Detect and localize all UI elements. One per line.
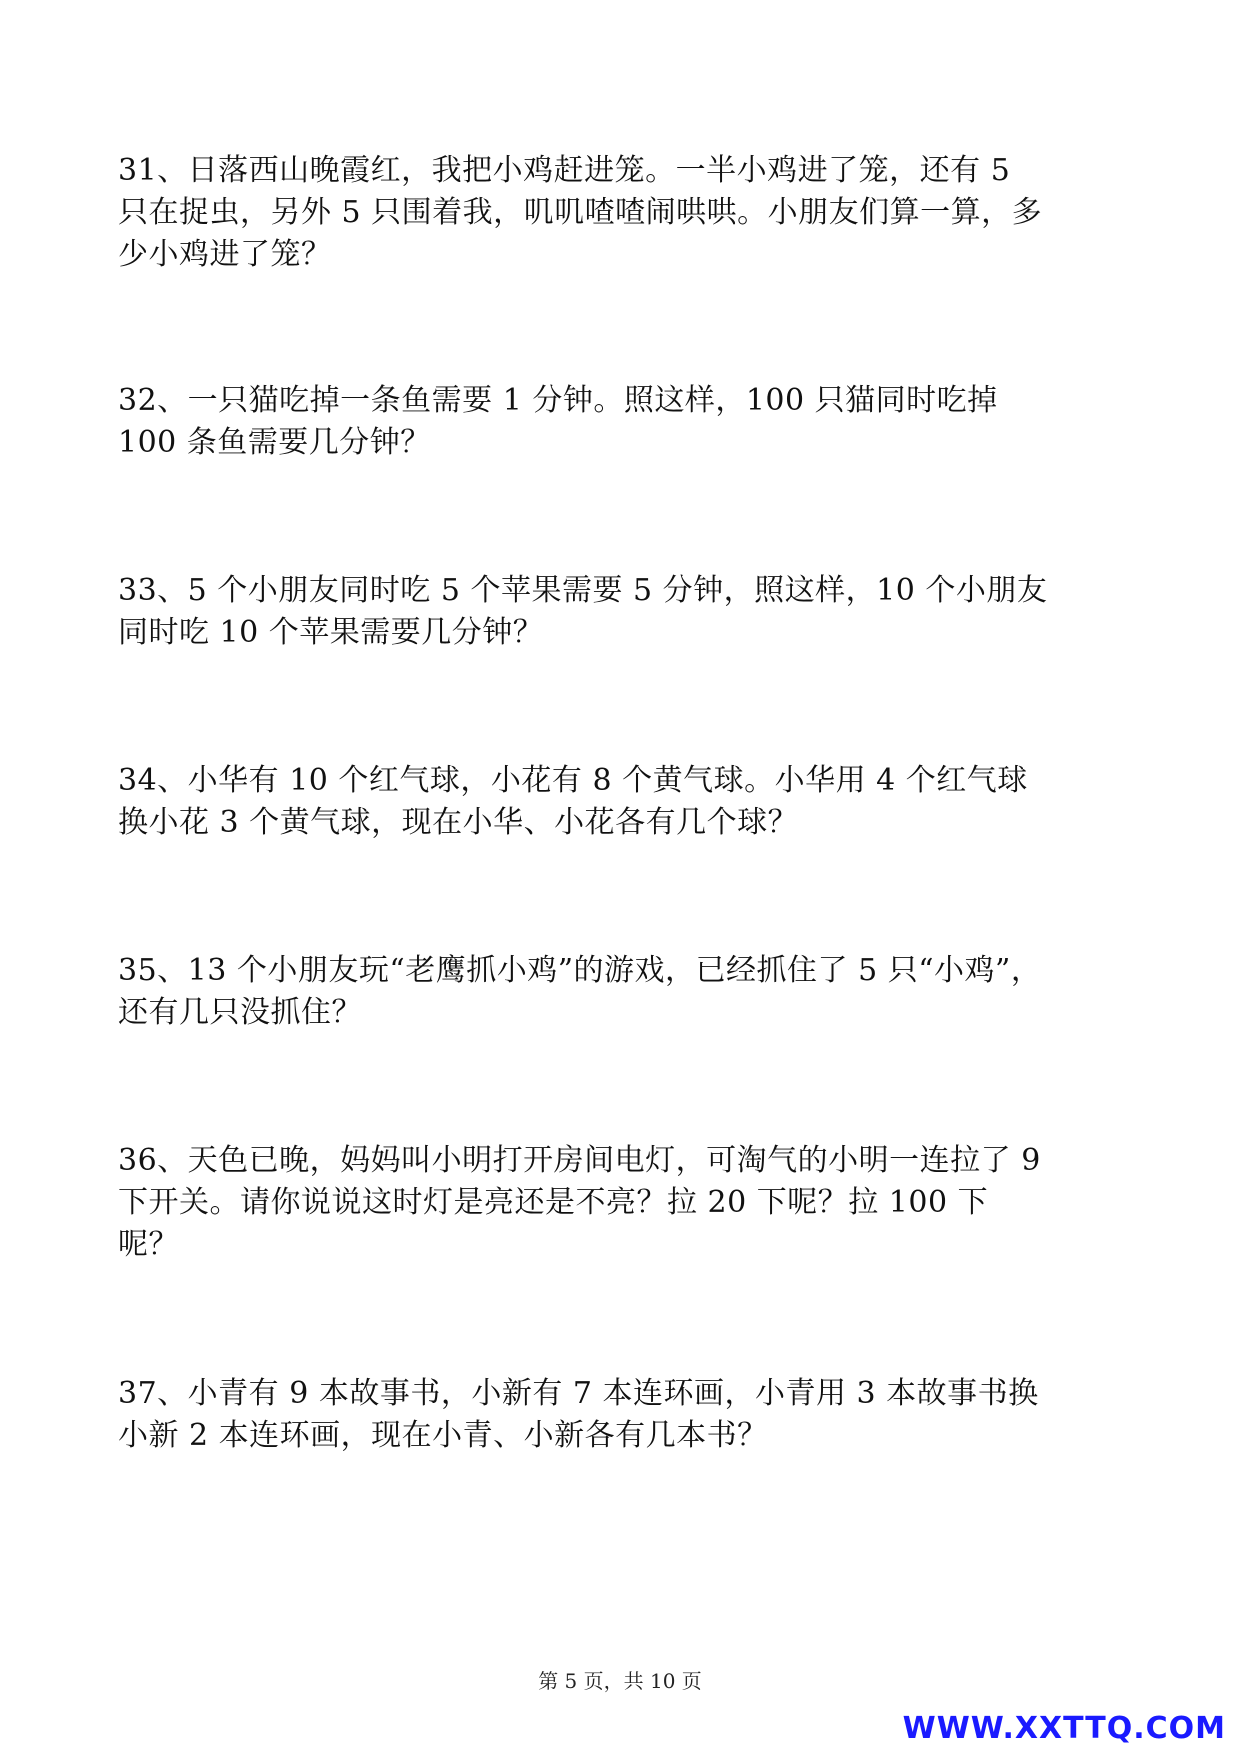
question-33: 33、5 个小朋友同时吃 5 个苹果需要 5 分钟，照这样，10 个小朋友同时吃 10 个苹果需要几分钟？ — [118, 573, 1048, 650]
question-37: 37、小青有 9 本故事书，小新有 7 本连环画，小青用 3 本故事书换小新 2 本连环画，现在小青、小新各有几本书？ — [118, 1376, 1039, 1453]
question-34: 34、小华有 10 个红气球，小花有 8 个黄气球。小华用 4 个红气球换小花 3 个黄气球，现在小华、小花各有几个球？ — [118, 763, 1028, 840]
question-32: 32、一只猫吃掉一条鱼需要 1 分钟。照这样，100 只猫同时吃掉 100 条鱼需要几分钟？ — [118, 383, 998, 460]
question-35: 35、13 个小朋友玩“老鹰抓小鸡”的游戏，已经抓住了 5 只“小鸡”，还有几只没抓住？ — [118, 953, 1042, 1030]
question-31: 31、日落西山晚霞红，我把小鸡赶进笼。一半小鸡进了笼，还有 5 只在捉虫，另外 5 只围着我，叽叽喳喳闹哄哄。小朋友们算一算，多少小鸡进了笼？ — [118, 153, 1043, 272]
page-number-footer: 第 5 页，共 10 页 — [538, 1669, 702, 1693]
question-36: 36、天色已晚，妈妈叫小明打开房间电灯，可淘气的小明一连拉了 9 下开关。请你说说这时灯是亮还是不亮？拉 20 下呢？拉 100 下呢？ — [118, 1143, 1041, 1262]
site-watermark: WWW.XXTTQ.COM — [902, 1711, 1226, 1746]
